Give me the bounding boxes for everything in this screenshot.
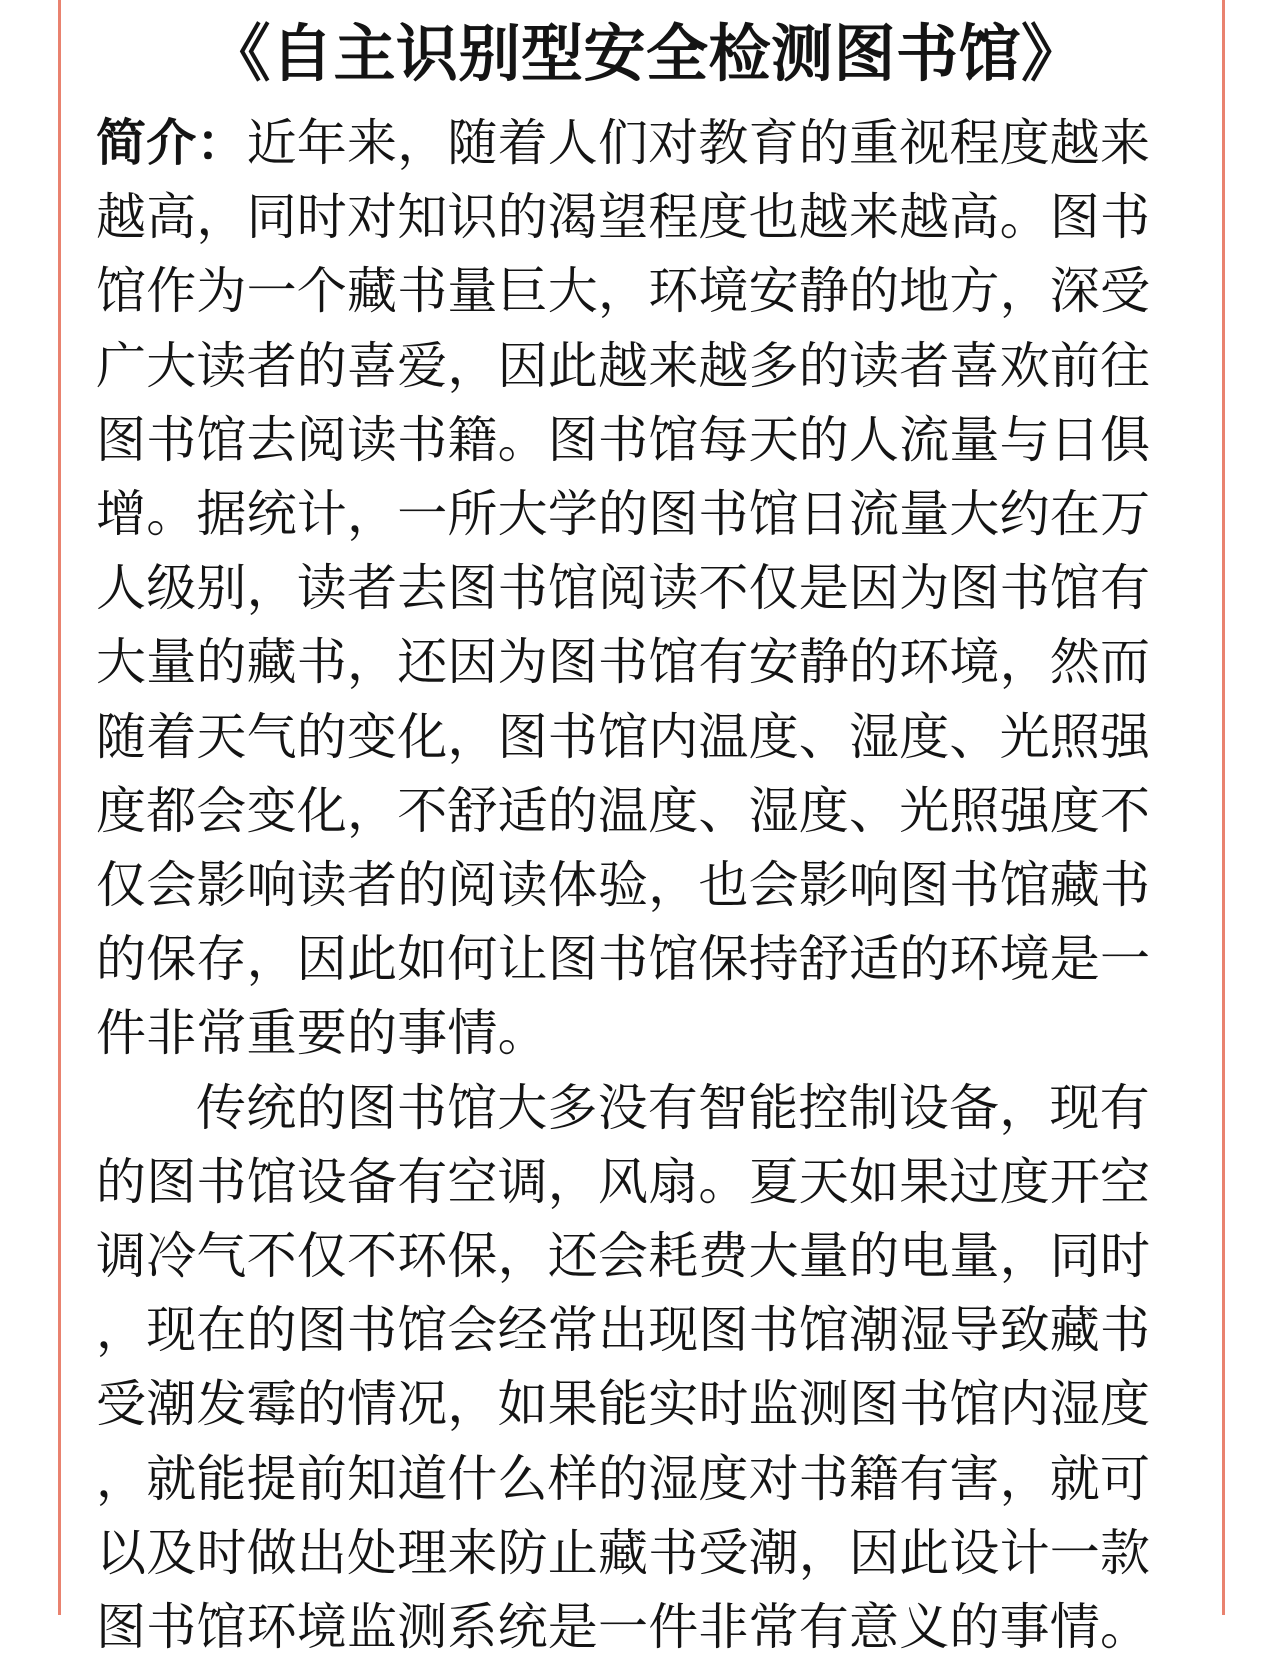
second-paragraph: 传统的图书馆大多没有智能控制设备，现有的图书馆设备有空调，风扇。夏天如果过度开空调冷气不仅不环保，还会耗费大量的电量，同时，现在的图书馆会经常出现图书馆潮湿导致藏书受潮发霉的情况，如果能实时监测图书馆内湿度，就能提前知道什么样的湿度对书籍有害，就可以及时做出处理来防止藏书受潮，因此设计一款图书馆环境监测系统是一件非常有意义的事情。 [96, 1078, 1151, 1657]
document-title: 《自主识别型安全检测图书馆》 [208, 17, 1084, 90]
right-border-line [1222, 0, 1225, 1615]
left-border-line [58, 0, 61, 1615]
intro-paragraph [96, 106, 1196, 1071]
intro-label: 简介： [96, 114, 247, 172]
intro-text: 近年来，随着人们对教育的重视程度越来越高，同时对知识的渴望程度也越来越高。图书馆作为一个藏书量巨大，环境安静的地方，深受广大读者的喜爱，因此越来越多的读者喜欢前往图书馆去阅读书籍。图书馆每天的人流量与日俱增。据统计，一所大学的图书馆日流量大约在万人级别，读者去图书馆阅读不仅是因为图书馆有大量的藏书，还因为图书馆有安静的环境，然而随着天气的变化，图书馆内温度、湿度、光照强度都会变化，不舒适的温度、湿度、光照强度不仅会影响读者的阅读体验，也会影响图书馆藏书的保存，因此如何让图书馆保持舒适的环境是一件非常重要的事情。 [96, 114, 1151, 1063]
document-body [96, 106, 1196, 1664]
